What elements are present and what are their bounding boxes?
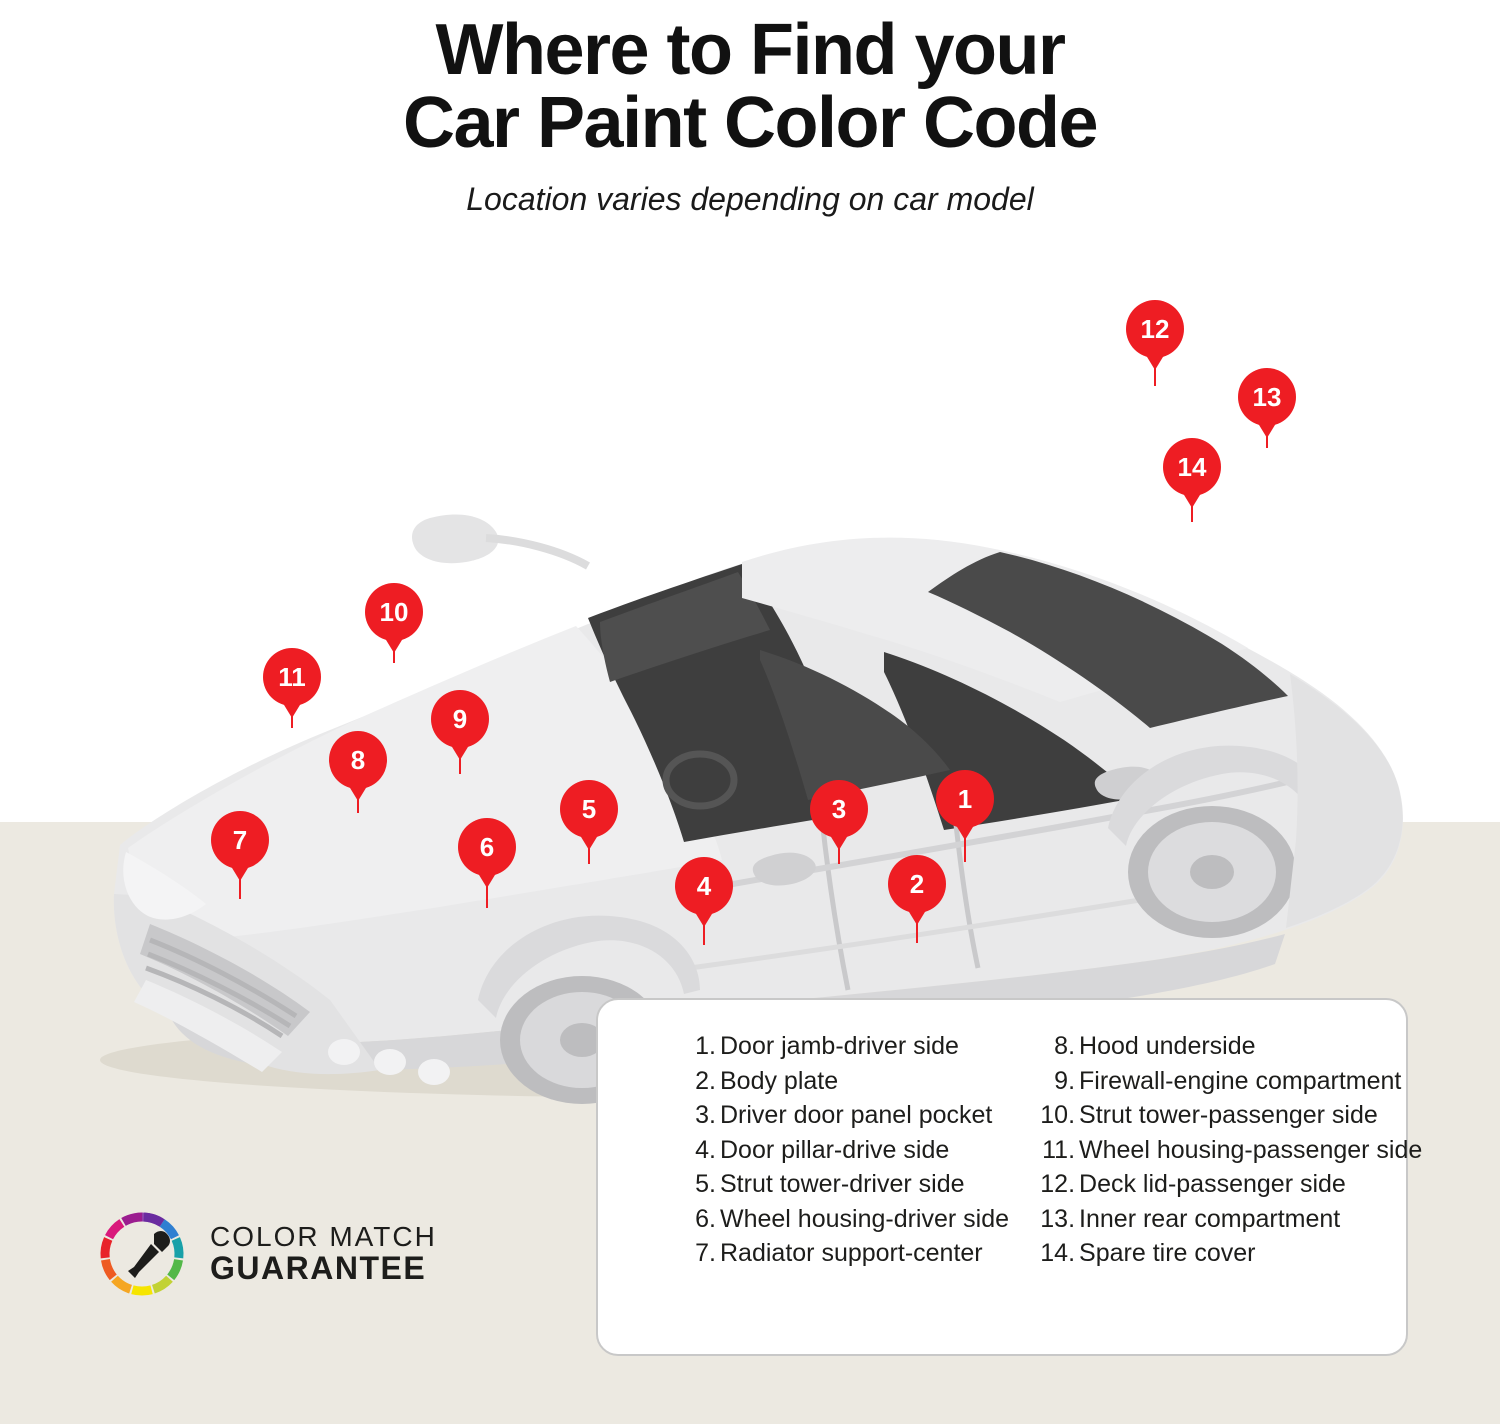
legend-column-right	[1009, 1030, 1422, 1330]
legend-item	[680, 1203, 1009, 1237]
legend-item-number: 7.	[695, 1239, 716, 1267]
pin-4[interactable]	[675, 857, 733, 915]
legend-item-label: Driver door panel pocket	[720, 1101, 993, 1129]
legend-item	[680, 1168, 1009, 1202]
pin-4-leader	[703, 915, 705, 945]
pin-11[interactable]	[263, 648, 321, 706]
legend-item-number: 4.	[695, 1135, 716, 1164]
legend-item	[1039, 1134, 1422, 1168]
legend-item-label: Inner rear compartment	[1079, 1204, 1341, 1233]
pin-3[interactable]	[810, 780, 868, 838]
legend-item	[1039, 1065, 1422, 1099]
legend-item-label: Door jamb-driver side	[720, 1032, 959, 1060]
brand-logo-line-2: GUARANTEE	[210, 1249, 427, 1286]
pin-11-leader	[291, 706, 293, 728]
pin-14-number: 14	[1177, 452, 1207, 482]
pin-3-leader	[838, 838, 840, 864]
pin-8-leader	[357, 789, 359, 813]
legend-item-number: 1.	[695, 1032, 716, 1060]
pin-2-leader	[916, 913, 918, 943]
pin-10-number: 10	[379, 597, 409, 627]
pin-9-leader	[459, 748, 461, 774]
legend-item-number: 3.	[695, 1101, 716, 1129]
legend-item-number: 13.	[1040, 1204, 1076, 1233]
pin-1-number: 1	[957, 784, 973, 814]
pin-2-number: 2	[909, 869, 925, 899]
legend-item	[680, 1065, 1009, 1099]
pin-7[interactable]	[211, 811, 269, 869]
legend-item-label: Strut tower-passenger side	[1079, 1101, 1378, 1129]
page-title	[200, 10, 1300, 164]
pin-10[interactable]	[365, 583, 423, 641]
legend-item-label: Hood underside	[1079, 1032, 1256, 1060]
page-title-line-1: Where to Find your	[435, 10, 1065, 90]
legend-item	[1039, 1099, 1422, 1133]
legend-column-left	[622, 1030, 1009, 1330]
brand-logo-text	[210, 1222, 437, 1286]
legend-item-label: Door pillar-drive side	[720, 1135, 950, 1164]
legend-item-number: 14.	[1040, 1239, 1076, 1267]
legend-item-label: Wheel housing-passenger side	[1079, 1135, 1423, 1164]
pin-2[interactable]	[888, 855, 946, 913]
legend-item-label: Deck lid-passenger side	[1079, 1170, 1346, 1198]
pin-10-leader	[393, 641, 395, 663]
pin-13[interactable]	[1238, 368, 1296, 426]
pin-8[interactable]	[329, 731, 387, 789]
legend-item	[1039, 1030, 1422, 1064]
pin-5[interactable]	[560, 780, 618, 838]
pin-9-number: 9	[452, 704, 468, 734]
legend-item-number: 8.	[1054, 1032, 1076, 1060]
pin-14-leader	[1191, 496, 1193, 522]
pin-1[interactable]	[936, 770, 994, 828]
pin-8-number: 8	[350, 745, 366, 775]
legend-item	[680, 1099, 1009, 1133]
brand-logo-line-1: COLOR MATCH	[210, 1221, 437, 1253]
legend-item-label: Body plate	[720, 1066, 839, 1095]
legend-item-number: 10.	[1040, 1101, 1076, 1129]
side-mirror	[412, 514, 498, 563]
pin-12-number: 12	[1140, 314, 1170, 344]
legend-item-label: Spare tire cover	[1079, 1239, 1256, 1267]
legend-item-number: 6.	[695, 1204, 716, 1233]
pin-6-number: 6	[479, 832, 495, 862]
legend-panel	[596, 998, 1423, 1356]
pin-5-number: 5	[581, 794, 597, 824]
legend-item	[680, 1237, 1009, 1271]
legend-item-number: 5.	[695, 1170, 716, 1198]
page-subtitle: Location varies depending on car model	[466, 180, 1034, 217]
mirror-arm	[486, 538, 588, 566]
pin-7-leader	[239, 869, 241, 899]
page-header	[0, 0, 1500, 218]
legend-item-number: 9.	[1054, 1066, 1076, 1095]
legend-item-number: 11.	[1042, 1135, 1076, 1164]
pin-4-number: 4	[696, 871, 712, 901]
pin-7-number: 7	[232, 825, 248, 855]
legend-item	[1039, 1168, 1422, 1202]
legend-item-label: Strut tower-driver side	[720, 1170, 965, 1198]
legend-item	[680, 1030, 1009, 1064]
brand-logo	[96, 1208, 437, 1300]
page-title-line-2: Car Paint Color Code	[402, 83, 1098, 164]
pin-14[interactable]	[1163, 438, 1221, 496]
pin-9[interactable]	[431, 690, 489, 748]
pin-13-leader	[1266, 426, 1268, 448]
pin-1-leader	[964, 828, 966, 862]
legend-item-label: Radiator support-center	[720, 1239, 983, 1267]
pin-6-leader	[486, 876, 488, 908]
pin-11-number: 11	[278, 662, 306, 692]
pin-12-leader	[1154, 358, 1156, 386]
pin-6[interactable]	[458, 818, 516, 876]
pin-5-leader	[588, 838, 590, 864]
pin-13-number: 13	[1252, 382, 1282, 412]
legend-item	[1039, 1237, 1422, 1271]
legend-item-label: Wheel housing-driver side	[720, 1204, 1010, 1233]
legend-item	[1039, 1203, 1422, 1237]
legend-item-label: Firewall-engine compartment	[1079, 1066, 1402, 1095]
legend-item-number: 12.	[1040, 1170, 1076, 1198]
legend-item	[680, 1134, 1009, 1168]
rear-wheel	[1128, 806, 1296, 938]
color-wheel-dropper-icon	[96, 1208, 188, 1300]
pin-3-number: 3	[831, 794, 847, 824]
legend-item-number: 2.	[695, 1066, 716, 1095]
pin-12[interactable]	[1126, 300, 1184, 358]
